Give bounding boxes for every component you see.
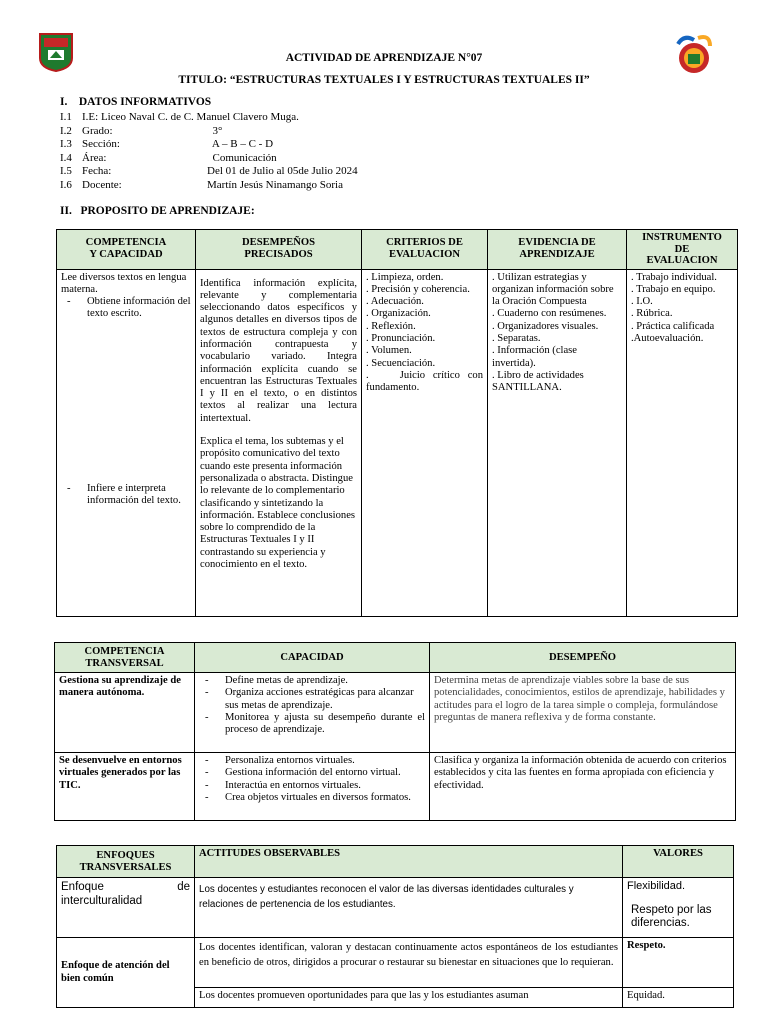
header-desempeno: DESEMPEÑO (430, 643, 736, 673)
info-label: Área: (82, 152, 107, 164)
capacidades-cell (195, 753, 430, 821)
info-number: I.5 (60, 165, 72, 177)
evidencia-cell (488, 269, 627, 616)
info-number: I.2 (60, 125, 72, 137)
info-label: Docente: (82, 179, 122, 191)
info-number: I.1 (60, 111, 72, 123)
info-value: Comunicación (207, 152, 277, 164)
valor-text: Flexibilidad. (627, 880, 686, 892)
capacidad-item: - Gestiona información del entorno virtual. (199, 767, 425, 779)
section-proposito-title: II. PROPOSITO DE APRENDIZAJE: (60, 205, 255, 217)
info-number: I.4 (60, 152, 72, 164)
instrumento-cell (627, 269, 738, 616)
info-row (60, 138, 460, 151)
instrumento-item: . I.O. (631, 296, 653, 308)
info-label: Grado: (82, 125, 113, 137)
capacidad-item: - Infiere e interpreta información del texto. (61, 483, 191, 508)
info-value: Del 01 de Julio al 05de Julio 2024 (207, 165, 358, 177)
info-label: Sección: (82, 138, 120, 150)
purpose-table (56, 229, 738, 617)
section-datos-title: I. DATOS INFORMATIVOS (60, 96, 212, 108)
header-desempenos: DESEMPEÑOS PRECISADOS (196, 230, 362, 270)
criterio-item: . Volumen. (366, 345, 412, 357)
info-row (60, 111, 460, 124)
instrumento-item: . Práctica calificada (631, 320, 715, 332)
desempeno-cell: Clasifica y organiza la información obtenida de acuerdo con criterios establecidos y cita las fuentes en forma apropiada con eficiencia y efectividad. (430, 753, 736, 821)
info-number: I.6 (60, 179, 72, 191)
capacidad-item: - Personaliza entornos virtuales. (199, 755, 425, 767)
info-value: Martín Jesús Ninamango Soria (207, 179, 343, 191)
info-row (60, 125, 460, 138)
competencia-cell (57, 269, 196, 616)
capacidad-item: - Define metas de aprendizaje. (199, 675, 425, 687)
evidencia-item: . Información (clase invertida). (492, 345, 580, 369)
desempeno-cell: Determina metas de aprendizaje viables sobre la base de sus potencialidades, conocimientos, estilos de aprendizaje, habilidades y actitudes para el logro de la tarea simple o compleja, formulándose preguntas de manera reflexiva y de forma constante. (430, 673, 736, 753)
capacidad-item: - Monitorea y ajusta su desempeño durante el proceso de aprendizaje. (199, 712, 425, 737)
info-value: A – B – C - D (207, 138, 274, 150)
criterio-item: . Reflexión. (366, 320, 416, 332)
capacidad-item: - Obtiene información del texto escrito. (61, 296, 191, 321)
header-competencia: COMPETENCIA Y CAPACIDAD (57, 230, 196, 270)
desempeno-text: Identifica información explícita, relevante y complementaria seleccionando datos específicos y algunos detalles en diversos tipos de textos de estructura compleja y con información contrapuesta y vocabulario variado. Integra información explícita cuando se encuentran las Estructuras Textuales I y II en el texto, o en distintos textos al realizar una lectura intertextual. (200, 277, 357, 424)
info-label: I.E: Liceo Naval C. de C. Manuel Clavero Muga. (82, 111, 299, 123)
header-competencia-transversal: COMPETENCIA TRANSVERSAL (55, 643, 195, 673)
info-label: Fecha: (82, 165, 112, 177)
desempeno-text: Explica el tema, los subtemas y el propósito comunicativo del texto cuando este presenta información personalizada o abstracta. Distingue lo relevante de lo complementario clasificando y sintetizando la información. Establece conclusiones sobre lo comprendido de la Estructuras Textuales I y II contrastando su experiencia y conocimiento en el texto. (200, 436, 356, 571)
capacidades-cell (195, 673, 430, 753)
activity-title: ACTIVIDAD DE APRENDIZAJE N°07 (285, 52, 483, 64)
header-actitudes: ACTITUDES OBSERVABLES (195, 846, 623, 878)
criterios-cell (362, 269, 488, 616)
competencia-transversal: Gestiona su aprendizaje de manera autónoma. (55, 673, 195, 753)
criterio-item: . Secuenciación. (366, 357, 436, 369)
evidencia-item: . Utilizan estrategias y organizan información sobre la Oración Compuesta (492, 271, 617, 308)
evidencia-item: . Separatas. (492, 332, 541, 344)
valor-cell: Equidad. (623, 988, 734, 1008)
criterio-item: . Limpieza, orden. (366, 271, 444, 283)
header-capacidad: CAPACIDAD (195, 643, 430, 673)
header-criterios: CRITERIOS DE EVALUACION (362, 230, 488, 270)
criterio-item: . Precisión y coherencia. (366, 283, 470, 295)
evidencia-item: . Organizadores visuales. (492, 320, 599, 332)
desempenos-cell (196, 269, 362, 616)
enfoque-cell: Enfoque de interculturalidad (57, 878, 195, 938)
evidencia-item: . Libro de actividades SANTILLANA. (492, 369, 587, 394)
valor-cell: Respeto. (623, 938, 734, 988)
enfoque-cell: Enfoque de atención del bien común (57, 938, 195, 1008)
header-evidencia: EVIDENCIA DE APRENDIZAJE (488, 230, 627, 270)
capacidad-item: - Organiza acciones estratégicas para alcanzar sus metas de aprendizaje. (199, 687, 425, 712)
criterio-item: . Organización. (366, 308, 431, 320)
instrumento-item: . Rúbrica. (631, 308, 673, 320)
info-row (60, 179, 460, 192)
criterio-item: . Pronunciación. (366, 332, 436, 344)
actitud-cell: Los docentes y estudiantes reconocen el valor de las diversas identidades culturales y relaciones de pertenencia de los estudiantes. (195, 878, 623, 938)
competencia-text: Lee diversos textos en lengua materna. (61, 271, 187, 295)
activity-subtitle: TITULO: “ESTRUCTURAS TEXTUALES I Y ESTRUCTURAS TEXTUALES II” (178, 74, 590, 86)
capacidad-item: - Crea objetos virtuales en diversos formatos. (199, 792, 425, 804)
header-valores: VALORES (623, 846, 734, 878)
criterio-item: . Juicio crítico con fundamento. (366, 369, 486, 394)
instrumento-item: . Trabajo en equipo. (631, 283, 716, 295)
transversal-approaches-table (56, 845, 734, 1008)
info-row (60, 165, 460, 178)
header-enfoques: ENFOQUES TRANSVERSALES (57, 846, 195, 878)
instrumento-item: . Trabajo individual. (631, 271, 717, 283)
criterio-item: . Adecuación. (366, 296, 424, 308)
actitud-cell: Los docentes promueven oportunidades para que las y los estudiantes asuman (195, 988, 623, 1008)
capacidad-item: - Interactúa en entornos virtuales. (199, 780, 425, 792)
evidencia-item: . Cuaderno con resúmenes. (492, 308, 607, 320)
header-instrumento: INSTRUMENTO DE EVALUACION (627, 230, 738, 270)
info-row (60, 152, 460, 165)
valor-text: Respeto por las diferencias. (631, 904, 712, 929)
actitud-cell: Los docentes identifican, valoran y destacan continuamente actos espontáneos de los estudiantes en beneficio de otros, dirigidos a procurar o restaurar su bienestar en situaciones que lo requieran. (195, 938, 623, 988)
instrumento-item: .Autoevaluación. (631, 332, 704, 344)
transversal-competence-table (54, 642, 736, 821)
info-value: 3° (207, 125, 223, 137)
competencia-transversal: Se desenvuelve en entornos virtuales generados por las TIC. (55, 753, 195, 821)
valor-cell (623, 878, 734, 938)
info-number: I.3 (60, 138, 72, 150)
